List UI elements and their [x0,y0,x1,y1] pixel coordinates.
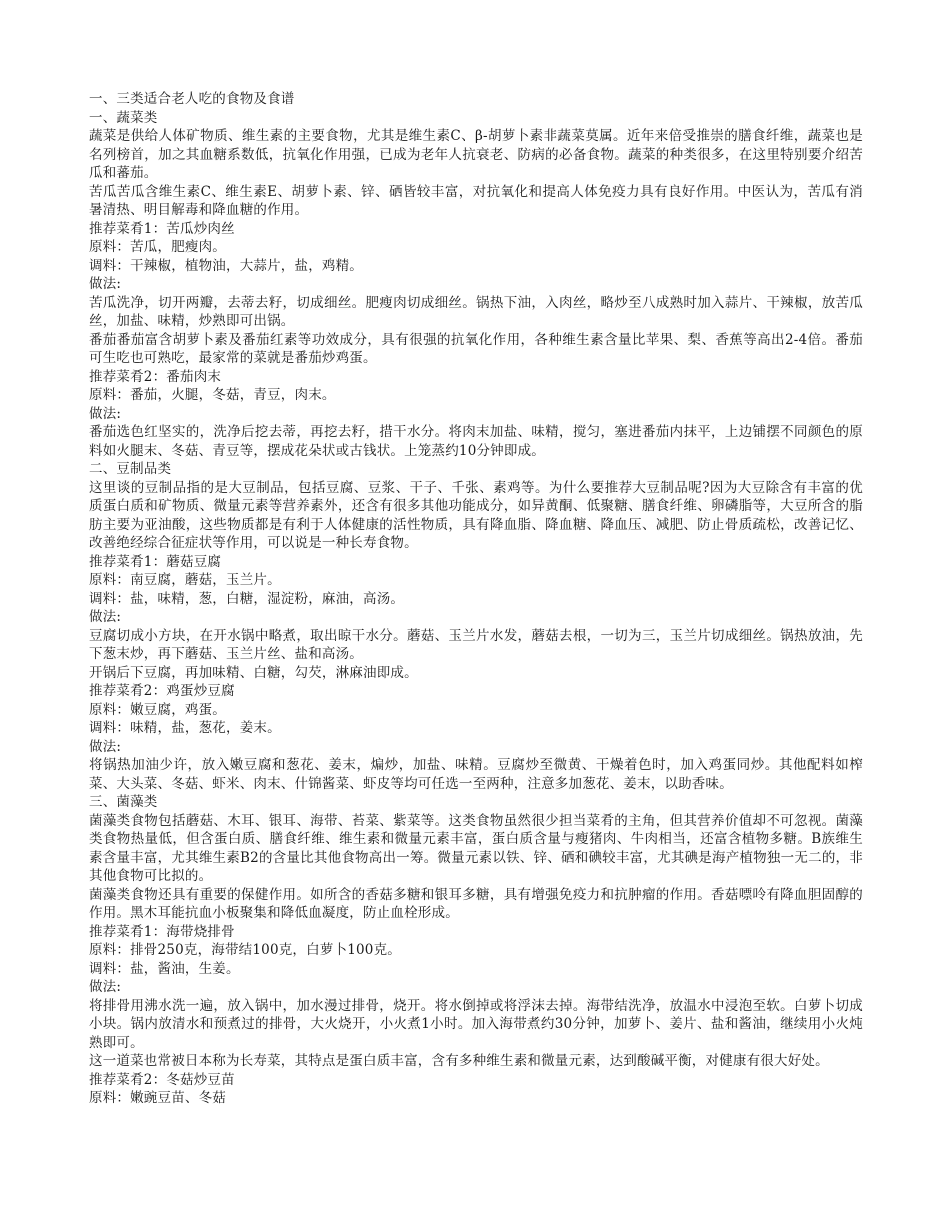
seasonings: 调料：盐，味精，葱，白糖，湿淀粉，麻油，高汤。 [89,590,405,607]
section-heading-vegetables: 一、蔬菜类 [89,109,158,126]
ingredients: 原料：南豆腐，蘑菇，玉兰片。 [89,572,281,588]
document-title: 一、三类适合老人吃的食物及食谱 [89,91,295,107]
method-text: 开锅后下豆腐，再加味精、白糖，勾芡，淋麻油即成。 [89,664,418,681]
recipe-title: 推荐菜肴2：鸡蛋炒豆腐 [89,683,235,699]
recipe-title: 推荐菜肴1：海带烧排骨 [89,923,235,940]
paragraph: 番茄番茄富含胡萝卜素及番茄红素等功效成分，具有很强的抗氧化作用，各种维生素含量比苹果、梨、香蕉等高出2-4倍。番茄可生吃也可熟吃，最家常的菜就是番茄炒鸡蛋。 [89,331,863,366]
method-text: 苦瓜洗净，切开两瓣，去蒂去籽，切成细丝。肥瘦肉切成细丝。锅热下油，入肉丝，略炒至八成熟时加入蒜片、干辣椒，放苦瓜丝，加盐、味精，炒熟即可出锅。 [89,294,863,329]
section-heading-soy: 二、豆制品类 [89,461,172,477]
method-label: 做法: [89,276,122,292]
paragraph: 这里谈的豆制品指的是大豆制品，包括豆腐、豆浆、干子、千张、素鸡等。为什么要推荐大豆制品呢?因为大豆除含有丰富的优质蛋白质和矿物质、微量元素等营养素外，还含有很多其他功能成分，如异黄酮、低聚糖、膳食纤维、卵磷脂等，大豆所含的脂肪主要为亚油酸，这些物质都是有利于人体健康的活性物质，具有降血脂、降血糖、降血压、减肥、防止骨质疏松，改善记忆、改善绝经综合征症状等作用，可以说是一种长寿食物。 [89,479,863,551]
paragraph: 菌藻类食物还具有重要的保健作用。如所含的香菇多糖和银耳多糖，具有增强免疫力和抗肿瘤的作用。香菇嘌呤有降血胆固醇的作用。黑木耳能抗血小板聚集和降低血凝度，防止血栓形成。 [89,886,863,921]
seasonings: 调料：味精，盐，葱花，姜末。 [89,720,281,736]
ingredients: 原料：嫩豌豆苗、冬菇 [89,1090,226,1106]
recipe-title: 推荐菜肴1：蘑菇豆腐 [89,553,222,570]
paragraph: 苦瓜苦瓜含维生素C、维生素E、胡萝卜素、锌、硒皆较丰富，对抗氧化和提高人体免疫力具有良好作用。中医认为，苦瓜有消暑清热、明目解毒和降血糖的作用。 [89,183,863,218]
ingredients: 原料：排骨250克，海带结100克，白萝卜100克。 [89,942,402,958]
paragraph: 菌藻类食物包括蘑菇、木耳、银耳、海带、苔菜、紫菜等。这类食物虽然很少担当菜肴的主角，但其营养价值却不可忽视。菌藻类食物热量低，但含蛋白质、膳食纤维、维生素和微量元素丰富，蛋白质含量与瘦猪肉、牛肉相当，还富含植物多糖。B族维生素含量丰富，尤其维生素B2的含量比其他食物高出一筹。微量元素以铁、锌、硒和碘较丰富，尤其碘是海产植物独一无二的，非其他食物可比拟的。 [89,812,863,884]
ingredients: 原料：嫩豆腐，鸡蛋。 [89,701,226,718]
method-text: 将锅热加油少许，放入嫩豆腐和葱花、姜末，煸炒，加盐、味精。豆腐炒至微黄、干燥着色时，加入鸡蛋同炒。其他配料如榨菜、大头菜、冬菇、虾米、肉末、什锦酱菜、虾皮等均可任选一至两种，注意多加葱花、姜末，以助香味。 [89,757,863,792]
method-label: 做法: [89,979,122,995]
method-label: 做法: [89,405,122,422]
recipe-title: 推荐菜肴1：苦瓜炒肉丝 [89,220,235,237]
seasonings: 调料：干辣椒，植物油，大蒜片，盐，鸡精。 [89,257,363,274]
section-heading-fungi-algae: 三、菌藻类 [89,794,158,810]
method-text: 将排骨用沸水洗一遍，放入锅中，加水漫过排骨，烧开。将水倒掉或将浮沫去掉。海带结洗净，放温水中浸泡至软。白萝卜切成小块。锅内放清水和预煮过的排骨，大火烧开，小火煮1小时。加入海带煮约30分钟，加萝卜、姜片、盐和酱油，继续用小火炖熟即可。 [89,997,863,1051]
recipe-title: 推荐菜肴2：番茄肉末 [89,368,222,385]
document-body [89,90,863,1108]
ingredients: 原料：苦瓜，肥瘦肉。 [89,239,226,255]
paragraph: 蔬菜是供给人体矿物质、维生素的主要食物，尤其是维生素C、β-胡萝卜素非蔬菜莫属。近年来倍受推崇的膳食纤维，蔬菜也是名列榜首，加之其血糖系数低，抗氧化作用强，已成为老年人抗衰老、防病的必备食物。蔬菜的种类很多，在这里特别要介绍苦瓜和蕃茄。 [89,128,863,181]
method-text: 番茄选色红坚实的，洗净后挖去蒂，再挖去籽，措干水分。将肉末加盐、味精，搅匀，塞进番茄内抹平，上边铺摆不同颜色的原料如火腿末、冬菇、青豆等，摆成花朵状或古钱状。上笼蒸约10分钟即成。 [89,424,863,459]
method-label: 做法: [89,609,122,625]
method-label: 做法: [89,738,122,755]
seasonings: 调料：盐，酱油，生姜。 [89,960,240,977]
method-text: 豆腐切成小方块，在开水锅中略煮，取出晾干水分。蘑菇、玉兰片水发，蘑菇去根，一切为三，玉兰片切成细丝。锅热放油，先下葱末炒，再下蘑菇、玉兰片丝、盐和高汤。 [89,627,863,662]
paragraph: 这一道菜也常被日本称为长寿菜，其特点是蛋白质丰富，含有多种维生素和微量元素，达到酸碱平衡，对健康有很大好处。 [89,1053,829,1069]
ingredients: 原料：番茄，火腿，冬菇，青豆，肉末。 [89,387,336,403]
recipe-title: 推荐菜肴2：冬菇炒豆苗 [89,1071,235,1088]
